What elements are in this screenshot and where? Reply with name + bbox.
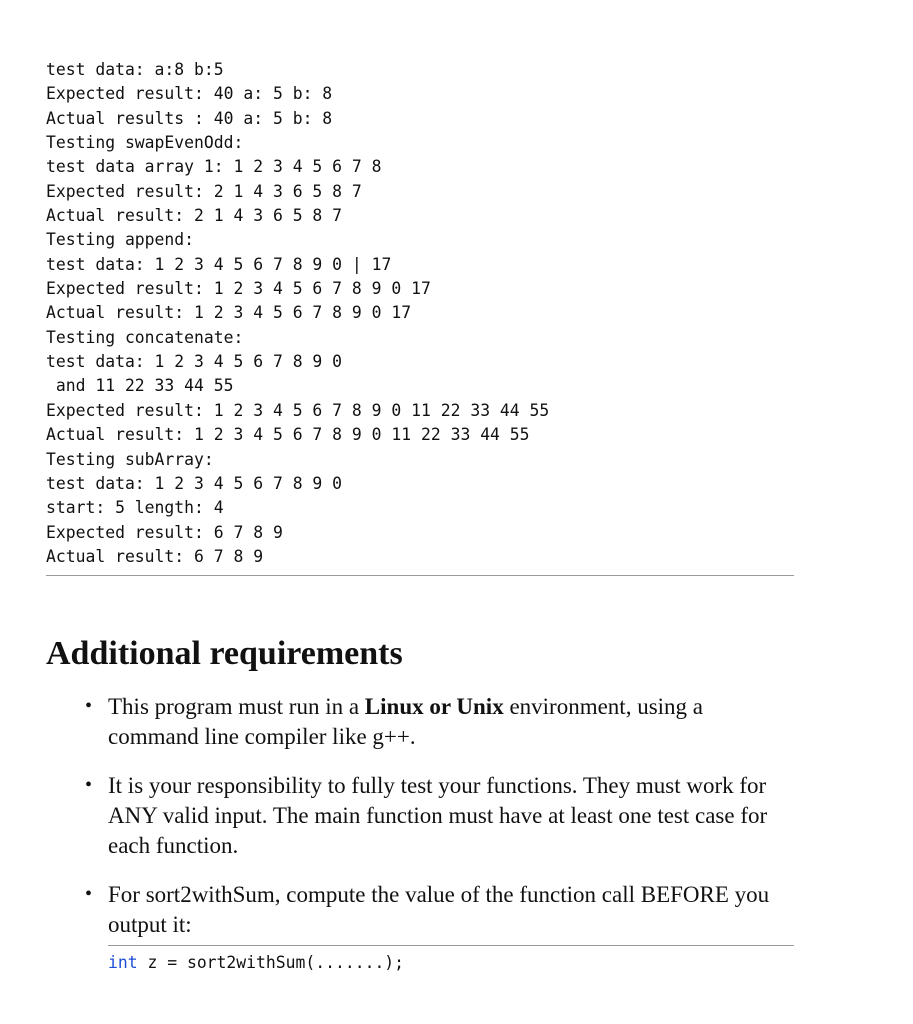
requirement-item-linux xyxy=(46,692,794,751)
console-line: Expected result: 1 2 3 4 5 6 7 8 9 0 11 22 33 44 55 xyxy=(46,400,550,420)
bullet-icon: • xyxy=(85,695,93,718)
requirement-text xyxy=(108,692,794,751)
console-line: start: 5 length: 4 xyxy=(46,498,224,518)
console-output-block xyxy=(46,0,794,569)
console-line: Testing subArray: xyxy=(46,449,214,469)
output-divider xyxy=(46,575,794,576)
requirement-text: It is your responsibility to fully test your functions. They must work for ANY valid input. The main function must have at least one test case for each function. xyxy=(108,773,768,858)
requirements-list xyxy=(46,692,794,939)
console-line: Actual result: 2 1 4 3 6 5 8 7 xyxy=(46,206,343,226)
bullet-icon: • xyxy=(85,883,93,906)
requirement-emphasis: Linux or Unix xyxy=(364,694,504,720)
console-line: test data: 1 2 3 4 5 6 7 8 9 0 xyxy=(46,352,343,372)
code-keyword: int xyxy=(108,953,138,973)
console-line: and 11 22 33 44 55 xyxy=(46,376,234,396)
console-line: Testing append: xyxy=(46,230,195,250)
console-line: Expected result: 1 2 3 4 5 6 7 8 9 0 17 xyxy=(46,279,431,299)
console-line: Actual result: 1 2 3 4 5 6 7 8 9 0 11 22 33 44 55 xyxy=(46,425,530,445)
code-statement: z = sort2withSum(.......); xyxy=(137,953,405,973)
console-line: Expected result: 2 1 4 3 6 5 8 7 xyxy=(46,181,362,201)
requirement-item-sort2withsum xyxy=(46,880,794,939)
requirement-text: For sort2withSum, compute the value of the function call BEFORE you output it: xyxy=(108,882,770,937)
console-line: Testing concatenate: xyxy=(46,327,244,347)
console-line: Expected result: 6 7 8 9 xyxy=(46,522,283,542)
console-line: Expected result: 40 a: 5 b: 8 xyxy=(46,84,333,104)
console-line: Actual results : 40 a: 5 b: 8 xyxy=(46,108,333,128)
code-snippet xyxy=(108,945,794,975)
console-line: test data: 1 2 3 4 5 6 7 8 9 0 xyxy=(46,473,343,493)
requirement-text-start: This program must run in a xyxy=(108,694,365,720)
requirement-text-end: environment, using a command line compiler like g++. xyxy=(108,694,703,749)
console-line: test data: 1 2 3 4 5 6 7 8 9 0 | 17 xyxy=(46,254,392,274)
console-line: test data: a:8 b:5 xyxy=(46,60,224,79)
console-line: Actual result: 6 7 8 9 xyxy=(46,546,264,566)
requirement-item-testing xyxy=(46,771,794,860)
console-line: Testing swapEvenOdd: xyxy=(46,133,244,153)
section-heading: Additional requirements xyxy=(46,635,403,673)
bullet-icon: • xyxy=(85,774,93,797)
console-line: Actual result: 1 2 3 4 5 6 7 8 9 0 17 xyxy=(46,303,412,323)
document-page xyxy=(46,0,794,975)
console-line: test data array 1: 1 2 3 4 5 6 7 8 xyxy=(46,157,382,177)
